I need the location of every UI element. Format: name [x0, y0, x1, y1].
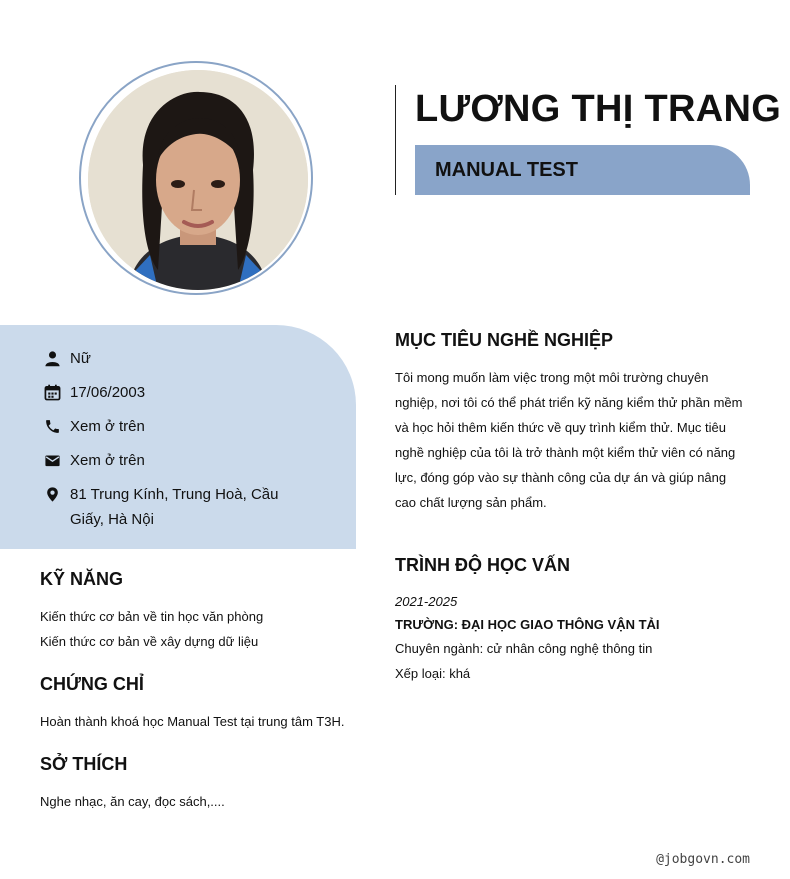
address-text: 81 Trung Kính, Trung Hoà, Cầu Giấy, Hà Nội: [70, 486, 279, 528]
name-divider: [395, 85, 396, 195]
calendar-icon: [44, 384, 61, 401]
education-title: TRÌNH ĐỘ HỌC VẤN: [395, 555, 570, 575]
email-text: Xem ở trên: [70, 452, 145, 469]
contact-email: [44, 451, 145, 473]
hobbies-text: Nghe nhạc, ăn cay, đọc sách,....: [40, 794, 225, 809]
profile-photo: [88, 70, 308, 290]
education-major: Chuyên ngành: cử nhân công nghệ thông tin: [395, 641, 653, 656]
certificates-title: CHỨNG CHỈ: [40, 674, 144, 694]
dob-text: 17/06/2003: [70, 384, 146, 401]
contact-dob: [44, 383, 145, 405]
person-icon: [44, 350, 61, 367]
objective-title: MỤC TIÊU NGHỀ NGHIỆP: [395, 330, 614, 350]
certificate-text: Hoàn thành khoá học Manual Test tại trung tâm T3H.: [40, 714, 345, 729]
mail-icon: [44, 452, 61, 469]
skill-item: Kiến thức cơ bản về tin học văn phòng: [40, 609, 264, 624]
contact-address: [44, 485, 284, 532]
candidate-name: LƯƠNG THỊ TRANG: [415, 88, 782, 130]
role-title: MANUAL TEST: [435, 158, 578, 181]
contact-phone: [44, 417, 145, 439]
location-pin-icon: [44, 486, 61, 503]
objective-text: Tôi mong muốn làm việc trong một môi trường chuyên nghiệp, nơi tôi có thể phát triển kỹ năng kiểm thử phần mềm và học hỏi thêm kiến thức về quy trình kiểm thử. Mục tiêu nghề nghiệp của tôi là trở thành một kiểm thử viên có năng lực, đóng góp vào sự thành công của dự án và giúp nâng cao chất lượng sản phẩm.: [395, 370, 743, 510]
education-school: TRƯỜNG: ĐẠI HỌC GIAO THÔNG VẬN TẢI: [395, 617, 660, 632]
role-banner: [415, 145, 750, 195]
phone-icon: [44, 418, 61, 435]
skill-item: Kiến thức cơ bản về xây dựng dữ liệu: [40, 634, 259, 649]
contact-gender: [44, 349, 91, 371]
watermark: @jobgovn.com: [656, 852, 750, 867]
hobbies-title: SỞ THÍCH: [40, 754, 128, 774]
gender-text: Nữ: [70, 350, 91, 367]
education-grade: Xếp loại: khá: [395, 666, 471, 681]
skills-title: KỸ NĂNG: [40, 569, 124, 589]
education-years: 2021-2025: [395, 594, 458, 609]
phone-text: Xem ở trên: [70, 418, 145, 435]
